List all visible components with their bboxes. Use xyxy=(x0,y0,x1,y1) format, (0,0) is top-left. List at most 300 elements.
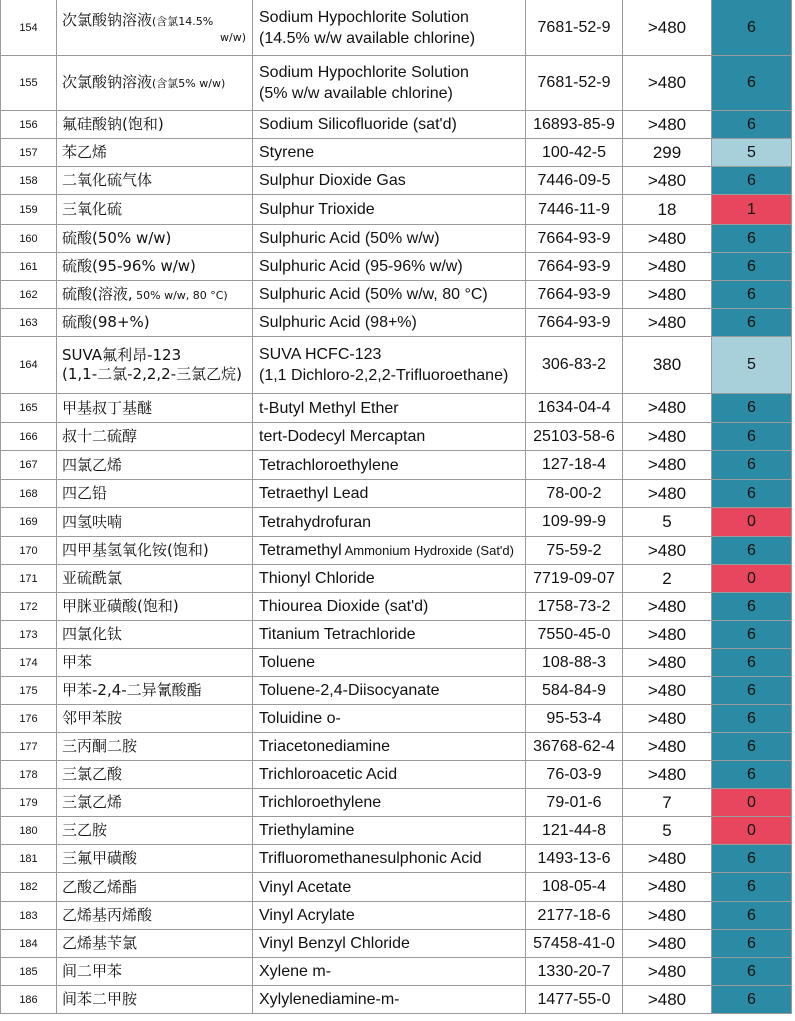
english-name-line: Toluidine o- xyxy=(259,710,341,727)
chinese-name-text: 亚硫酰氯 xyxy=(62,569,123,587)
english-name xyxy=(253,337,526,394)
english-name xyxy=(253,649,526,677)
english-name-line: (1,1 Dichloro-2,2,2-Trifluoroethane) xyxy=(259,367,509,384)
table-row xyxy=(1,873,792,902)
table-row xyxy=(1,845,792,873)
english-name xyxy=(253,480,526,508)
table-row xyxy=(1,705,792,733)
table-row xyxy=(1,761,792,789)
chinese-name-text: 四乙铅 xyxy=(62,484,108,502)
breakthrough-time: >480 xyxy=(623,423,712,451)
breakthrough-time: >480 xyxy=(623,902,712,930)
table-row xyxy=(1,986,792,1014)
english-name-line: Trichloroacetic Acid xyxy=(259,766,398,783)
permeation-rating: 0 xyxy=(712,565,792,593)
chinese-name xyxy=(57,986,253,1014)
permeation-rating: 6 xyxy=(712,733,792,761)
english-name-line: Sodium Hypochlorite Solution xyxy=(259,64,469,81)
table-row xyxy=(1,225,792,253)
english-name-line: Toluene xyxy=(259,654,316,671)
chinese-name-text: 苯乙烯 xyxy=(62,143,108,161)
chinese-name-line2: (1,1-二氯-2,2,2-三氯乙烷) xyxy=(62,365,242,383)
cas-number: 7719-09-07 xyxy=(526,565,623,593)
breakthrough-time: >480 xyxy=(623,621,712,649)
chinese-name-text: 三氧化硫 xyxy=(62,200,123,218)
english-name xyxy=(253,281,526,309)
english-name xyxy=(253,508,526,537)
chinese-name-text: 硫酸(95-96% w/w) xyxy=(62,257,196,275)
chinese-name xyxy=(57,593,253,621)
cas-number: 100-42-5 xyxy=(526,139,623,167)
chinese-name xyxy=(57,621,253,649)
chinese-name-text: 硫酸(溶液, xyxy=(62,284,133,303)
chinese-name xyxy=(57,281,253,309)
row-number: 179 xyxy=(1,789,57,817)
permeation-rating: 6 xyxy=(712,423,792,451)
english-name xyxy=(253,565,526,593)
english-name-line: Sulphur Dioxide Gas xyxy=(259,172,406,189)
breakthrough-time: >480 xyxy=(623,845,712,873)
chinese-name xyxy=(57,537,253,565)
english-name-line: Vinyl Acrylate xyxy=(259,907,355,924)
breakthrough-time: 299 xyxy=(623,139,712,167)
english-name-line: Xylylenediamine-m- xyxy=(259,991,400,1008)
permeation-rating: 6 xyxy=(712,537,792,565)
english-name xyxy=(253,593,526,621)
table-row xyxy=(1,451,792,480)
breakthrough-time: >480 xyxy=(623,958,712,986)
english-name xyxy=(253,873,526,902)
english-name-line: Trifluoromethanesulphonic Acid xyxy=(259,850,482,867)
row-number: 175 xyxy=(1,677,57,705)
row-number: 155 xyxy=(1,56,57,111)
cas-number: 7664-93-9 xyxy=(526,309,623,337)
chinese-name xyxy=(57,565,253,593)
permeation-rating: 1 xyxy=(712,195,792,225)
chinese-name xyxy=(57,195,253,225)
row-number: 180 xyxy=(1,817,57,845)
table-row xyxy=(1,817,792,845)
english-name-text-small: Ammonium Hydroxide (Sat'd) xyxy=(341,543,514,558)
chinese-name-text: 乙烯基丙烯酸 xyxy=(62,906,153,924)
row-number: 168 xyxy=(1,480,57,508)
permeation-rating: 6 xyxy=(712,873,792,902)
english-name-text: Tetramethyl xyxy=(259,542,342,559)
row-number: 156 xyxy=(1,111,57,139)
chinese-name xyxy=(57,337,253,394)
permeation-rating: 6 xyxy=(712,930,792,958)
chinese-name xyxy=(57,225,253,253)
row-number: 171 xyxy=(1,565,57,593)
table-row xyxy=(1,930,792,958)
breakthrough-time: >480 xyxy=(623,309,712,337)
english-name xyxy=(253,423,526,451)
chinese-name xyxy=(57,480,253,508)
row-number: 161 xyxy=(1,253,57,281)
cas-number: 36768-62-4 xyxy=(526,733,623,761)
cas-number: 584-84-9 xyxy=(526,677,623,705)
cas-number: 1634-04-4 xyxy=(526,394,623,423)
english-name-line: Xylene m- xyxy=(259,963,332,980)
cas-number: 306-83-2 xyxy=(526,337,623,394)
english-name-line: t-Butyl Methyl Ether xyxy=(259,399,399,417)
english-name xyxy=(253,451,526,480)
breakthrough-time: 5 xyxy=(623,817,712,845)
row-number: 183 xyxy=(1,902,57,930)
permeation-rating: 6 xyxy=(712,593,792,621)
cas-number: 1330-20-7 xyxy=(526,958,623,986)
chinese-name xyxy=(57,253,253,281)
english-name-line: Triethylamine xyxy=(259,822,355,839)
cas-number: 108-05-4 xyxy=(526,873,623,902)
chinese-name-text: 硫酸(98+%) xyxy=(62,313,150,331)
permeation-rating: 6 xyxy=(712,958,792,986)
chinese-name-text: 三氟甲磺酸 xyxy=(62,849,138,867)
chinese-name-text: 四氯乙烯 xyxy=(62,455,123,474)
permeation-rating: 0 xyxy=(712,508,792,537)
breakthrough-time: >480 xyxy=(623,480,712,508)
breakthrough-time: >480 xyxy=(623,761,712,789)
english-name-line: Thionyl Chloride xyxy=(259,570,375,587)
breakthrough-time: >480 xyxy=(623,253,712,281)
english-name xyxy=(253,845,526,873)
cas-number: 7681-52-9 xyxy=(526,56,623,111)
english-name xyxy=(253,309,526,337)
english-name xyxy=(253,394,526,423)
table-row xyxy=(1,309,792,337)
row-number: 178 xyxy=(1,761,57,789)
english-name-line: Sulphur Trioxide xyxy=(259,201,375,218)
english-name-line: Styrene xyxy=(259,144,315,161)
table-row xyxy=(1,56,792,111)
cas-number: 1493-13-6 xyxy=(526,845,623,873)
chinese-name xyxy=(57,167,253,195)
english-name-line: Toluene-2,4-Diisocyanate xyxy=(259,682,440,699)
breakthrough-time: >480 xyxy=(623,930,712,958)
cas-number: 2177-18-6 xyxy=(526,902,623,930)
breakthrough-time: 5 xyxy=(623,508,712,537)
chinese-name-note: (含氯5% w/w) xyxy=(152,77,226,90)
row-number: 186 xyxy=(1,986,57,1014)
row-number: 181 xyxy=(1,845,57,873)
chinese-name xyxy=(57,733,253,761)
permeation-rating: 6 xyxy=(712,902,792,930)
english-name-line: Sulphuric Acid (50% w/w, 80 °C) xyxy=(259,286,488,303)
chinese-name xyxy=(57,677,253,705)
english-name xyxy=(253,621,526,649)
chinese-name-text: 三乙胺 xyxy=(62,821,108,839)
table-row xyxy=(1,565,792,593)
breakthrough-time: >480 xyxy=(623,56,712,111)
chinese-name-note-cont: w/w) xyxy=(220,31,246,44)
permeation-rating: 6 xyxy=(712,649,792,677)
english-name-line: Sodium Silicofluoride (sat'd) xyxy=(259,116,457,133)
chinese-name-text: 甲苯 xyxy=(62,653,93,671)
cas-number: 7664-93-9 xyxy=(526,225,623,253)
english-name xyxy=(253,902,526,930)
row-number: 154 xyxy=(1,0,57,56)
breakthrough-time: >480 xyxy=(623,225,712,253)
row-number: 159 xyxy=(1,195,57,225)
row-number: 173 xyxy=(1,621,57,649)
chinese-name-text: 氟硅酸钠(饱和) xyxy=(62,115,164,133)
english-name xyxy=(253,958,526,986)
english-name xyxy=(253,0,526,56)
breakthrough-time: 18 xyxy=(623,195,712,225)
chinese-name xyxy=(57,902,253,930)
chinese-name-text: SUVA氟利昂-123 xyxy=(62,346,182,364)
table-row xyxy=(1,480,792,508)
chinese-name-note: (含氯14.5% xyxy=(152,15,214,28)
chinese-name-text: 次氯酸钠溶液 xyxy=(62,11,153,29)
breakthrough-time: >480 xyxy=(623,733,712,761)
permeation-rating: 6 xyxy=(712,281,792,309)
breakthrough-time: >480 xyxy=(623,281,712,309)
english-name xyxy=(253,56,526,111)
english-name-line: SUVA HCFC-123 xyxy=(259,346,382,363)
english-name xyxy=(253,930,526,958)
cas-number: 75-59-2 xyxy=(526,537,623,565)
table-row xyxy=(1,423,792,451)
chinese-name xyxy=(57,423,253,451)
row-number: 160 xyxy=(1,225,57,253)
cas-number: 7664-93-9 xyxy=(526,253,623,281)
table-row xyxy=(1,394,792,423)
chinese-name xyxy=(57,705,253,733)
row-number: 162 xyxy=(1,281,57,309)
chinese-name-text: 间二甲苯 xyxy=(62,962,123,980)
chinese-name xyxy=(57,451,253,480)
breakthrough-time: >480 xyxy=(623,873,712,902)
chinese-name-text: 邻甲苯胺 xyxy=(62,709,123,727)
cas-number: 7550-45-0 xyxy=(526,621,623,649)
chinese-name xyxy=(57,394,253,423)
chinese-name xyxy=(57,649,253,677)
permeation-rating: 6 xyxy=(712,56,792,111)
chinese-name-text: 三氯乙烯 xyxy=(62,793,123,811)
cas-number: 57458-41-0 xyxy=(526,930,623,958)
table-row xyxy=(1,677,792,705)
permeation-rating: 6 xyxy=(712,167,792,195)
permeation-rating: 6 xyxy=(712,394,792,423)
chinese-name xyxy=(57,111,253,139)
cas-number: 109-99-9 xyxy=(526,508,623,537)
table-row xyxy=(1,733,792,761)
chinese-name xyxy=(57,845,253,873)
english-name xyxy=(253,537,526,565)
cas-number: 108-88-3 xyxy=(526,649,623,677)
row-number: 176 xyxy=(1,705,57,733)
chinese-name xyxy=(57,508,253,537)
permeation-rating: 6 xyxy=(712,480,792,508)
chinese-name-text: 三氯乙酸 xyxy=(62,765,123,783)
table-row xyxy=(1,337,792,394)
permeation-rating: 5 xyxy=(712,337,792,394)
english-name xyxy=(253,705,526,733)
english-name-line: Sulphuric Acid (98+%) xyxy=(259,314,417,331)
row-number: 185 xyxy=(1,958,57,986)
chinese-name xyxy=(57,761,253,789)
chinese-name-text: 硫酸(50% w/w) xyxy=(62,229,172,247)
permeation-rating: 6 xyxy=(712,0,792,56)
chinese-name-text: 甲脒亚磺酸(饱和) xyxy=(62,597,179,615)
table-row xyxy=(1,0,792,56)
row-number: 184 xyxy=(1,930,57,958)
cas-number: 7664-93-9 xyxy=(526,281,623,309)
row-number: 172 xyxy=(1,593,57,621)
cas-number: 1477-55-0 xyxy=(526,986,623,1014)
english-name-line: Thiourea Dioxide (sat'd) xyxy=(259,598,429,615)
row-number: 169 xyxy=(1,508,57,537)
permeation-rating: 6 xyxy=(712,225,792,253)
english-name-line: (14.5% w/w available chlorine) xyxy=(259,29,476,47)
english-name xyxy=(253,789,526,817)
row-number: 166 xyxy=(1,423,57,451)
english-name xyxy=(253,817,526,845)
permeation-rating: 6 xyxy=(712,111,792,139)
english-name-line: Tetraethyl Lead xyxy=(259,485,369,502)
breakthrough-time: >480 xyxy=(623,705,712,733)
row-number: 167 xyxy=(1,451,57,480)
table-row xyxy=(1,139,792,167)
breakthrough-time: >480 xyxy=(623,451,712,480)
english-name xyxy=(253,253,526,281)
permeation-rating: 6 xyxy=(712,309,792,337)
permeation-rating: 0 xyxy=(712,817,792,845)
row-number: 170 xyxy=(1,537,57,565)
english-name xyxy=(253,195,526,225)
cas-number: 79-01-6 xyxy=(526,789,623,817)
table-row xyxy=(1,281,792,309)
cas-number: 25103-58-6 xyxy=(526,423,623,451)
chinese-name xyxy=(57,0,253,56)
cas-number: 76-03-9 xyxy=(526,761,623,789)
permeation-rating: 6 xyxy=(712,761,792,789)
english-name xyxy=(253,167,526,195)
english-name-line: Triacetonediamine xyxy=(259,738,391,755)
chinese-name xyxy=(57,789,253,817)
breakthrough-time: >480 xyxy=(623,649,712,677)
cas-number: 1758-73-2 xyxy=(526,593,623,621)
chinese-name-text: 三丙酮二胺 xyxy=(62,737,138,755)
table-row xyxy=(1,789,792,817)
chinese-name xyxy=(57,873,253,902)
breakthrough-time: 380 xyxy=(623,337,712,394)
chinese-name xyxy=(57,309,253,337)
cas-number: 127-18-4 xyxy=(526,451,623,480)
cas-number: 7446-11-9 xyxy=(526,195,623,225)
permeation-rating: 5 xyxy=(712,139,792,167)
row-number: 157 xyxy=(1,139,57,167)
cas-number: 7681-52-9 xyxy=(526,0,623,56)
english-name-line: Vinyl Acetate xyxy=(259,878,352,896)
breakthrough-time: >480 xyxy=(623,677,712,705)
english-name xyxy=(253,139,526,167)
breakthrough-time: >480 xyxy=(623,593,712,621)
english-name-line: Sodium Hypochlorite Solution xyxy=(259,8,469,26)
english-name-line: Trichloroethylene xyxy=(259,794,382,811)
chinese-name xyxy=(57,958,253,986)
permeation-rating: 6 xyxy=(712,986,792,1014)
table-row xyxy=(1,508,792,537)
breakthrough-time: 7 xyxy=(623,789,712,817)
table-row xyxy=(1,593,792,621)
chinese-name-text: 次氯酸钠溶液 xyxy=(62,73,153,91)
chinese-name-text: 四氢呋喃 xyxy=(62,512,123,531)
table-row xyxy=(1,537,792,565)
breakthrough-time: 2 xyxy=(623,565,712,593)
chinese-name xyxy=(57,139,253,167)
table-row xyxy=(1,253,792,281)
english-name xyxy=(253,986,526,1014)
chinese-name-text: 四氯化钛 xyxy=(62,625,123,643)
table-body xyxy=(1,0,792,1014)
row-number: 174 xyxy=(1,649,57,677)
english-name-line: tert-Dodecyl Mercaptan xyxy=(259,428,426,445)
permeation-rating: 6 xyxy=(712,677,792,705)
permeation-rating: 6 xyxy=(712,845,792,873)
chinese-name-text: 甲苯-2,4-二异氰酸酯 xyxy=(62,681,202,699)
chinese-name-text: 甲基叔丁基醚 xyxy=(62,398,153,417)
english-name xyxy=(253,111,526,139)
breakthrough-time: >480 xyxy=(623,0,712,56)
breakthrough-time: >480 xyxy=(623,111,712,139)
table-row xyxy=(1,649,792,677)
permeation-rating: 0 xyxy=(712,789,792,817)
table-row xyxy=(1,902,792,930)
english-name-line: Vinyl Benzyl Chloride xyxy=(259,935,410,952)
chinese-name-text: 二氧化硫气体 xyxy=(62,171,153,189)
chinese-name-text: 乙烯基苄氯 xyxy=(62,934,138,952)
chinese-name-text: 四甲基氢氧化铵(饱和) xyxy=(62,541,209,559)
chinese-name-text: 间苯二甲胺 xyxy=(62,990,138,1008)
table-row xyxy=(1,111,792,139)
cas-number: 7446-09-5 xyxy=(526,167,623,195)
row-number: 182 xyxy=(1,873,57,902)
breakthrough-time: >480 xyxy=(623,394,712,423)
cas-number: 78-00-2 xyxy=(526,480,623,508)
english-name xyxy=(253,225,526,253)
permeation-rating: 6 xyxy=(712,621,792,649)
english-name-line: Sulphuric Acid (95-96% w/w) xyxy=(259,258,463,275)
row-number: 163 xyxy=(1,309,57,337)
english-name xyxy=(253,677,526,705)
breakthrough-time: >480 xyxy=(623,986,712,1014)
row-number: 165 xyxy=(1,394,57,423)
table-row xyxy=(1,167,792,195)
chinese-name xyxy=(57,56,253,111)
row-number: 164 xyxy=(1,337,57,394)
english-name-line: Titanium Tetrachloride xyxy=(259,626,416,643)
english-name-line: Tetrachloroethylene xyxy=(259,456,399,474)
english-name-line: (5% w/w available chlorine) xyxy=(259,85,453,102)
row-number: 158 xyxy=(1,167,57,195)
row-number: 177 xyxy=(1,733,57,761)
cas-number: 121-44-8 xyxy=(526,817,623,845)
chinese-name xyxy=(57,930,253,958)
english-name-line: Sulphuric Acid (50% w/w) xyxy=(259,230,440,247)
chinese-name-text: 叔十二硫醇 xyxy=(62,427,138,445)
chinese-name-text: 乙酸乙烯酯 xyxy=(62,877,138,896)
english-name xyxy=(253,761,526,789)
table-row xyxy=(1,621,792,649)
cas-number: 16893-85-9 xyxy=(526,111,623,139)
chinese-name-note: 50% w/w, 80 °C) xyxy=(132,288,228,302)
table-row xyxy=(1,195,792,225)
breakthrough-time: >480 xyxy=(623,537,712,565)
breakthrough-time: >480 xyxy=(623,167,712,195)
permeation-rating: 6 xyxy=(712,253,792,281)
